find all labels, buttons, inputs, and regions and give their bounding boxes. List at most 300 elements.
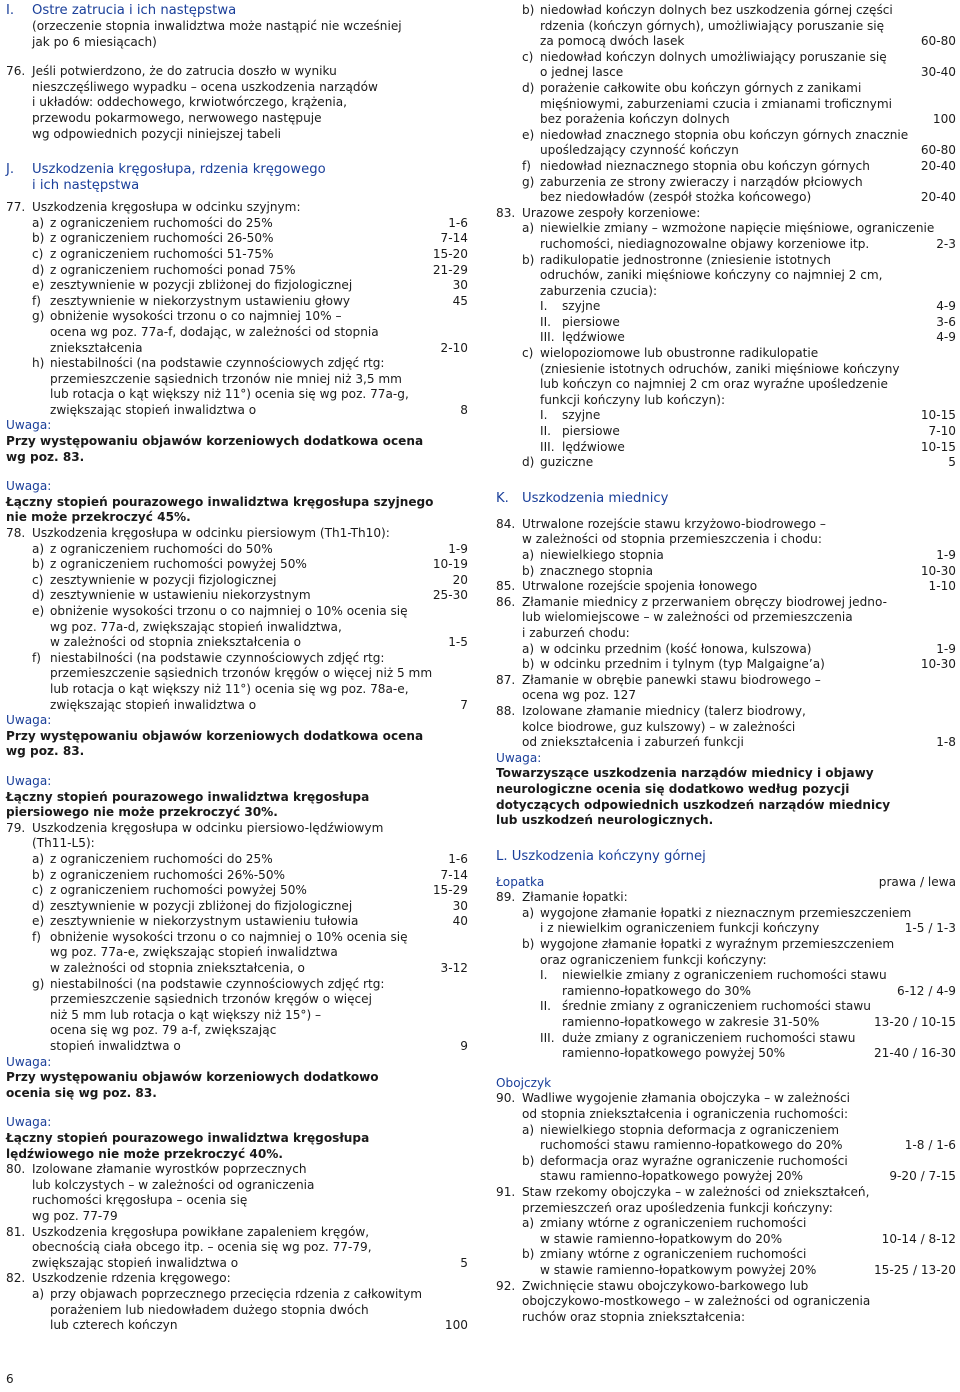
text-left-p77-items-4-l: e): [32, 278, 45, 293]
text-left-p78-items-2-v: 20: [452, 572, 468, 587]
text-left-p78-f-l3: lub rotacja o kąt większy niż 11°) ocenia się wg poz. 78a-e,: [50, 681, 409, 696]
text-right-secK-letter: K.: [496, 490, 509, 506]
text-left-p79-note2_2: lędźwiowego nie może przekroczyć 40%.: [6, 1146, 283, 1161]
text-right-p89-b_items-0-l2: ramienno-łopatkowego do 30%: [562, 983, 751, 998]
text-left-p77-head: Uszkodzenia kręgosłupa w odcinku szyjnym:: [32, 200, 301, 215]
text-left-p82-a-l1: przy objawach poprzecznego przecięcia rdzenia z całkowitym: [50, 1286, 423, 1301]
text-right-p83-b_items-2-v: 4-9: [936, 330, 956, 345]
text-left-p78-items-1-v: 10-19: [432, 557, 468, 572]
text-left-p81-v: 5: [460, 1255, 468, 1270]
text-left-p77-n: 77.: [6, 200, 26, 215]
text-left-p79-items-1-t: z ograniczeniem ruchomości 26%-50%: [50, 867, 286, 882]
text-right-p82cont-2-lines-0: porażenie całkowite obu kończyn górnych z zanikami: [540, 80, 862, 95]
text-right-p82cont-1-l: c): [522, 49, 534, 64]
text-left-p79-items-1-v: 7-14: [440, 867, 468, 882]
text-left-p77-h-v: 8: [460, 402, 468, 417]
text-right-p88-l1: Izolowane złamanie miednicy (talerz biodrowy,: [522, 703, 806, 718]
text-left-p78-f-l2: przemieszczenie sąsiednich trzonów kręgów o więcej niż 5 mm: [50, 666, 433, 681]
text-left-p79-note2_1: Łączny stopień pourazowego inwalidztwa kręgosłupa: [6, 1131, 370, 1145]
text-right-p84-l2: w zależności od stopnia przemieszczenia i chodu:: [522, 532, 822, 547]
item-90: [496, 1091, 956, 1185]
text-left-p76-l1: Jeśli potwierdzono, że do zatrucia doszło w wyniku: [32, 64, 337, 79]
text-right-p88-l3: od zniekształcenia i zaburzeń funkcji: [522, 735, 744, 750]
text-right-p91-n: 91.: [496, 1184, 516, 1199]
text-left-p81-l1: Uszkodzenia kręgosłupa powikłane zapaleniem kręgów,: [32, 1224, 370, 1239]
text-left-p80-n: 80.: [6, 1162, 26, 1177]
text-right-p82cont-4-l: f): [522, 158, 531, 173]
text-left-p81-l2: obecnością ciała obcego itp. – ocenia się wg poz. 77-79,: [32, 1240, 372, 1255]
text-right-p89-b_items-2-l: III.: [540, 1030, 555, 1045]
text-left-p79-f-l2: wg poz. 77a-e, zwiększając stopień inwalidztwa: [50, 945, 338, 960]
text-right-p90-b-l2: stawu ramienno-łopatkowego powyżej 20%: [540, 1169, 804, 1184]
text-left-p78-f-v: 7: [460, 697, 468, 712]
text-right-p90-b-l1: deformacja oraz wyraźne ograniczenie ruchomości: [540, 1153, 848, 1168]
text-right-p83-c_items-1-t: piersiowe: [562, 424, 620, 439]
text-right-p82cont-5-v: 20-40: [920, 190, 956, 205]
text-left-p77-items-5-v: 45: [452, 293, 468, 308]
text-right-p86-items-0-l: a): [522, 641, 535, 656]
text-left-p78-items-0-t: z ograniczeniem ruchomości do 50%: [50, 541, 273, 556]
text-right-p83-b_items-2-l: III.: [540, 330, 555, 345]
text-right-p83-b_items-1-l: II.: [540, 314, 551, 329]
text-left-p79-g-l3: niż 5 mm lub rotacja o kąt większy niż 15°) –: [50, 1007, 322, 1022]
note-label: Uwaga:: [6, 479, 52, 494]
text-right-p83-b-l1: radikulopatie jednostronne (zniesienie istotnych: [540, 252, 831, 267]
text-right-p84-items-0-l: a): [522, 548, 535, 562]
section-i-note-1: (orzeczenie stopnia inwalidztwa może nastąpić nie wcześniej: [32, 19, 402, 33]
text-right-p82cont-2-lines-1: mięśniowymi, zaburzeniami czucia i zmianami troficznymi: [540, 96, 892, 111]
text-left-p76-n: 76.: [6, 64, 26, 79]
text-right-p90-l1: Wadliwe wygojenie złamania obojczyka – w zależności: [522, 1091, 851, 1106]
text-right-p84-items-0-v: 1-9: [936, 548, 956, 562]
item-78: [6, 526, 468, 821]
item-85: [496, 579, 956, 595]
text-left-p79-items-4-t: zesztywnienie w niekorzystnym ustawieniu tułowia: [50, 914, 359, 929]
section-l-heading: [496, 849, 956, 865]
text-right-p91-l1: Staw rzekomy obojczyka – w zależności od zniekształceń,: [522, 1184, 870, 1199]
text-right-p90-l2: od stopnia zniekształcenia i ograniczenia ruchomości:: [522, 1107, 849, 1121]
text-left-p79-items-0-l: a): [32, 851, 45, 866]
text-right-lopatka-label: Łopatka: [496, 874, 545, 889]
text-right-p89-a-l1: wygojone złamanie łopatki z nieznacznym przemieszczeniem: [540, 905, 912, 920]
text-left-p77-items-1-t: z ograniczeniem ruchomości 26-50%: [50, 231, 274, 246]
text-left-secJ-l1: Uszkodzenia kręgosłupa, rdzenia kręgowego: [32, 162, 326, 178]
text-left-p79-items-1-l: b): [32, 867, 45, 882]
text-right-p83-d-v: 5: [948, 455, 956, 470]
text-left-p80-l1: Izolowane złamanie wyrostków poprzecznych: [32, 1162, 307, 1177]
text-left-p77-items-1-l: b): [32, 231, 45, 246]
text-right-p89-a-l: a): [522, 905, 535, 920]
text-left-p78-e-l: e): [32, 604, 45, 618]
item-76: [6, 64, 468, 142]
text-right-p83-c_items-1-l: II.: [540, 424, 551, 439]
text-right-p86-l1: Złamanie miednicy z przerwaniem obręczy biodrowej jedno-: [522, 594, 887, 609]
text-right-secK-title: Uszkodzenia miednicy: [522, 490, 669, 506]
text-right-p83-c_items-0-v: 10-15: [920, 408, 956, 423]
clavicle-header: Obojczyk: [496, 1075, 552, 1090]
item-86: [496, 595, 956, 673]
text-left-p77-items-0-l: a): [32, 215, 45, 230]
text-left-p77-items-1-v: 7-14: [440, 231, 468, 246]
left-column: [6, 3, 468, 1334]
text-left-p79-items-0-v: 1-6: [448, 851, 468, 866]
text-left-p77-items-4-t: zesztywnienie w pozycji zbliżonej do fizjologicznej: [50, 278, 353, 293]
text-right-p86-items-1-l: b): [522, 657, 535, 672]
text-right-p89-b_items-2-l2: ramienno-łopatkowego powyżej 50%: [562, 1046, 786, 1061]
text-right-p82cont-2-v: 100: [932, 112, 956, 127]
text-right-lopatka-side: prawa / lewa: [878, 874, 956, 889]
text-right-p82cont-5-lines-0: zaburzenia ze strony zwieraczy i narządów płciowych: [540, 174, 863, 189]
text-left-p77-note2_2: nie może przekroczyć 45%.: [6, 510, 191, 525]
text-right-p87-n: 87.: [496, 672, 516, 687]
text-right-p90-n: 90.: [496, 1091, 516, 1106]
text-right-p85-v: 1-10: [928, 579, 956, 594]
text-right-p89-b-l1: wygojone złamanie łopatki z wyraźnym przemieszczeniem: [540, 937, 895, 952]
text-right-p82cont-1-lines-1: o jednej lasce: [540, 65, 624, 80]
text-right-p83-b-l2: odruchów, zaniki mięśniowe kończyny co najmniej 2 cm,: [540, 268, 883, 283]
text-right-p92-l3: ruchów oraz stopnia zniekształcenia:: [522, 1309, 746, 1324]
text-right-p82cont-1-lines-0: niedowład kończyn dolnych umożliwiający poruszanie się: [540, 49, 887, 64]
text-left-p78-note2_2: piersiowego nie może przekroczyć 30%.: [6, 805, 278, 820]
text-right-noteK-label: Uwaga:: [496, 750, 542, 765]
text-left-p78-note2_1: Łączny stopień pourazowego inwalidztwa kręgosłupa: [6, 789, 370, 804]
text-left-p79-items-0-t: z ograniczeniem ruchomości do 25%: [50, 851, 273, 866]
text-right-p82cont-5-lines-1: bez niedowładów (zespół stożka końcowego): [540, 190, 812, 205]
text-right-p83-c-l2: (zniesienie istotnych odruchów, zaniki mięśniowe kończyny: [540, 361, 900, 376]
text-right-p86-items-0-v: 1-9: [936, 641, 956, 656]
text-left-p79-f-l1: obniżenie wysokości trzonu o co najmniej o 10% ocenia się: [50, 929, 408, 944]
text-right-p82cont-5-l: g): [522, 174, 535, 189]
text-left-p77-h-l4: zwiększając stopień inwalidztwa o: [50, 402, 257, 417]
text-left-p78-note1: Przy występowaniu objawów korzeniowych dodatkowa ocena: [6, 728, 424, 743]
section-i-note-2: jak po 6 miesiącach): [32, 34, 157, 49]
text-left-p76-l2: nieszczęśliwego wypadku – ocena uszkodzenia narządów: [32, 79, 378, 94]
text-right-p83-b-l3: zaburzenia czucia):: [540, 283, 658, 298]
text-left-p79-head1: Uszkodzenia kręgosłupa w odcinku piersiowo-lędźwiowym: [32, 820, 384, 835]
text-left-p82-head: Uszkodzenie rdzenia kręgowego:: [32, 1271, 231, 1286]
text-left-p78-items-3-l: d): [32, 588, 45, 603]
text-left-p77-items-5-t: zesztywnienie w niekorzystnym ustawieniu głowy: [50, 293, 351, 308]
text-right-p83-c_items-2-l: III.: [540, 439, 555, 454]
text-left-p77-h-l2: przemieszczenie sąsiednich trzonów nie mniej niż 3,5 mm: [50, 371, 402, 386]
text-left-p76-l5: wg odpowiednich pozycji niniejszej tabeli: [32, 126, 282, 141]
note-label: Uwaga:: [6, 1115, 52, 1130]
text-right-p87-l1: Złamanie w obrębie panewki stawu biodrowego –: [522, 672, 821, 687]
text-left-p77-items-2-l: c): [32, 246, 44, 261]
text-left-p77-h-l: h): [32, 356, 45, 371]
text-left-p78-items-0-v: 1-9: [448, 541, 468, 556]
text-left-p77-g-v: 2-10: [440, 340, 468, 355]
text-right-p89-b_items-2-l1: duże zmiany z ograniczeniem ruchomości stawu: [562, 1030, 856, 1045]
text-left-p78-e-l3: w zależności od stopnia zniekształcenia o: [50, 635, 302, 650]
text-right-p89-a-l2: i z niewielkim ograniczeniem funkcji kończyny: [540, 921, 820, 936]
text-left-p78-items-1-t: z ograniczeniem ruchomości powyżej 50%: [50, 557, 307, 572]
text-left-secI-letter: I.: [6, 3, 15, 18]
text-left-p78-f-l1: niestabilności (na podstawie czynnościowych zdjęć rtg:: [50, 650, 385, 665]
text-right-p82cont-4-lines-0: niedowład nieznacznego stopnia obu kończyn górnych: [540, 158, 870, 173]
text-right-p82cont-3-v: 60-80: [920, 143, 956, 158]
text-left-secJ-l2: i ich następstwa: [32, 178, 140, 194]
text-left-p79-n: 79.: [6, 820, 26, 835]
text-left-p77-g-l2: ocena wg poz. 77a-f, dodając, w zależności od stopnia: [50, 324, 379, 339]
text-left-p78-items-3-t: zesztywnienie w ustawieniu niekorzystnym: [50, 588, 311, 603]
text-right-p89-b_items-1-l: II.: [540, 999, 551, 1014]
text-left-p78-e-l1: obniżenie wysokości trzonu o co najmniej o 10% ocenia się: [50, 604, 408, 618]
text-right-p91-b-v: 15-25 / 13-20: [873, 1262, 956, 1277]
text-left-p76-l3: i układów: oddechowego, krwiotwórczego, krążenia,: [32, 95, 347, 110]
text-left-p82-a-l: a): [32, 1286, 45, 1301]
text-right-p91-a-l1: zmiany wtórne z ograniczeniem ruchomości: [540, 1216, 807, 1231]
text-right-p90-a-l: a): [522, 1122, 535, 1137]
text-left-p78-note2: wg poz. 83.: [6, 744, 85, 759]
item-87: [496, 673, 956, 704]
text-right-p89-b-l2: oraz ograniczeniem funkcji kończyny:: [540, 952, 767, 967]
item-92: [496, 1279, 956, 1326]
text-right-p89-b_items-1-v: 13-20 / 10-15: [873, 1015, 956, 1030]
text-left-p77-items-0-v: 1-6: [448, 215, 468, 230]
text-right-p83-c-l: c): [522, 346, 534, 361]
text-right-p91-a-l2: w stawie ramienno-łopatkowym do 20%: [540, 1231, 783, 1246]
text-left-p79-g-l: g): [32, 976, 45, 991]
text-right-p84-items-1-l: b): [522, 563, 535, 578]
text-right-p83-b_items-1-v: 3-6: [936, 314, 956, 329]
text-right-p90-a-l1: niewielkiego stopnia deformacja z ograniczeniem: [540, 1122, 839, 1137]
text-left-secJ-letter: J.: [6, 162, 15, 178]
text-right-p91-l2: przemieszczeń oraz upośledzenia funkcji kończyny:: [522, 1200, 833, 1215]
text-right-p90-b-l: b): [522, 1153, 535, 1168]
text-right-p83-a-v: 2-3: [936, 236, 956, 251]
text-right-p84-items-0-t: niewielkiego stopnia: [540, 548, 664, 562]
text-left-p79-g-l4: ocena się wg poz. 79 a-f, zwiększając: [50, 1023, 277, 1038]
text-right-p84-items-1-v: 10-30: [920, 563, 956, 578]
text-left-p78-items-2-l: c): [32, 572, 44, 587]
text-right-secL-letter: L.: [496, 848, 508, 864]
text-right-p83-c_items-0-l: I.: [540, 408, 548, 423]
text-left-p77-g-l3: zniekształcenia: [50, 340, 143, 355]
text-right-p84-n: 84.: [496, 516, 516, 531]
text-right-p89-b_items-0-l1: niewielkie zmiany z ograniczeniem ruchomości stawu: [562, 968, 887, 983]
text-left-p77-items-0-t: z ograniczeniem ruchomości do 25%: [50, 215, 273, 230]
text-left-p79-f-l3: w zależności od stopnia zniekształcenia, o: [50, 961, 305, 976]
text-left-p79-head2: (Th11-L5):: [32, 836, 95, 851]
text-left-p78-items-3-v: 25-30: [432, 588, 468, 603]
text-left-p77-items-2-v: 15-20: [432, 246, 468, 261]
text-right-p92-l2: obojczykowo-mostkowego – w zależności od ograniczenia: [522, 1294, 871, 1309]
text-left-p77-items-2-t: z ograniczeniem ruchomości 51-75%: [50, 246, 274, 261]
text-right-p83-c_items-2-v: 10-15: [920, 439, 956, 454]
text-right-secL-title: Uszkodzenia kończyny górnej: [511, 848, 706, 864]
text-right-p83-n: 83.: [496, 205, 516, 220]
text-left-p79-note1: Przy występowaniu objawów korzeniowych dodatkowo: [6, 1070, 379, 1085]
item-80: [6, 1162, 468, 1224]
text-right-p83-b_items-1-t: piersiowe: [562, 314, 620, 329]
text-right-p83-a-l: a): [522, 221, 535, 236]
text-right-p83-b_items-0-l: I.: [540, 299, 548, 314]
text-right-p82cont-0-l: b): [522, 3, 535, 17]
section-k-heading: [496, 491, 956, 507]
item-82: [6, 1271, 468, 1333]
text-left-p76-l4: przewodu pokarmowego, nerwowego następuje: [32, 110, 322, 125]
text-right-noteK-l1: Towarzyszące uszkodzenia narządów miednicy i objawy: [496, 766, 874, 781]
text-right-p83-b_items-2-t: lędźwiowe: [562, 330, 625, 345]
text-right-p91-b-l2: w stawie ramienno-łopatkowym powyżej 20%: [540, 1262, 817, 1277]
text-left-p77-note2: wg poz. 83.: [6, 449, 85, 464]
note-label: Uwaga:: [6, 773, 52, 788]
text-left-p81-n: 81.: [6, 1224, 26, 1239]
text-left-p77-g-l1: obniżenie wysokości trzonu o co najmniej 10% –: [50, 309, 342, 324]
text-left-p79-items-4-l: e): [32, 914, 45, 929]
text-right-p89-head: Złamanie łopatki:: [522, 890, 628, 905]
note-pelvis: [496, 751, 956, 829]
scapula-header: [496, 875, 956, 891]
item-88: [496, 704, 956, 751]
text-right-p89-b_items-2-v: 21-40 / 16-30: [873, 1046, 956, 1061]
text-right-p85-n: 85.: [496, 579, 516, 594]
note-label: Uwaga:: [6, 418, 52, 433]
text-left-p79-items-4-v: 40: [452, 914, 468, 929]
text-right-p83-d-t: guziczne: [540, 455, 594, 470]
text-left-p78-n: 78.: [6, 526, 26, 541]
text-right-p82cont-3-lines-0: niedowład znacznego stopnia obu kończyn górnych znacznie: [540, 127, 909, 142]
text-left-p79-g-v: 9: [460, 1039, 468, 1054]
text-left-p77-items-5-l: f): [32, 293, 41, 308]
text-right-p82cont-2-lines-2: bez porażenia kończyn dolnych: [540, 112, 730, 127]
text-right-p91-a-l: a): [522, 1216, 535, 1231]
text-left-p79-note2: ocenia się wg poz. 83.: [6, 1085, 157, 1100]
right-column: [496, 3, 956, 1325]
text-right-p83-head: Urazowe zespoły korzeniowe:: [522, 205, 701, 220]
text-left-p79-f-l: f): [32, 929, 41, 944]
text-left-p82-a-l3: lub czterech kończyn: [50, 1318, 178, 1333]
text-left-p77-note1: Przy występowaniu objawów korzeniowych dodatkowa ocena: [6, 434, 424, 449]
text-right-p91-b-l: b): [522, 1247, 535, 1262]
text-left-p78-e-v: 1-5: [448, 635, 468, 650]
text-right-p82cont-0-lines-2: za pomocą dwóch lasek: [540, 34, 685, 49]
text-right-p89-b_items-0-v: 6-12 / 4-9: [897, 983, 956, 998]
text-left-p78-f-l: f): [32, 650, 41, 665]
text-left-p77-g-l: g): [32, 309, 45, 324]
text-right-p87-l2: ocena wg poz. 127: [522, 688, 637, 703]
text-right-p88-v: 1-8: [936, 735, 956, 750]
text-left-p79-items-3-t: zesztywnienie w pozycji zbliżonej do fizjologicznej: [50, 898, 353, 913]
text-right-p90-b-v: 9-20 / 7-15: [889, 1169, 956, 1184]
text-right-noteK-l2: neurologiczne ocenia się dodatkowo według pozycji: [496, 781, 850, 796]
text-right-p89-n: 89.: [496, 890, 516, 905]
text-right-p83-b_items-0-t: szyjne: [562, 299, 601, 314]
text-right-p83-c-l1: wielopoziomowe lub obustronne radikulopatie: [540, 346, 819, 361]
text-left-p77-h-l3: lub rotacja o kąt większy niż 11°) ocenia się wg poz. 77a-g,: [50, 387, 409, 402]
text-right-p86-items-0-t: w odcinku przednim (kość łonowa, kulszowa): [540, 641, 812, 656]
text-left-p78-e-l2: wg poz. 77a-d, zwiększając stopień inwalidztwa,: [50, 619, 342, 634]
text-right-p90-a-l2: ruchomości stawu ramienno-łopatkowego do 20%: [540, 1138, 843, 1153]
text-right-noteK-l4: lub uszkodzeń neurologicznych.: [496, 813, 714, 828]
text-left-p82-a-v: 100: [444, 1318, 468, 1333]
text-right-p82cont-0-lines-0: niedowład kończyn dolnych bez uszkodzenia górnej części: [540, 3, 893, 17]
text-right-p83-b-l: b): [522, 252, 535, 267]
text-right-p84-l1: Utrwalone rozejście stawu krzyżowo-biodrowego –: [522, 516, 826, 531]
text-right-p88-l2: kolce biodrowe, guz kulszowy) – w zależności: [522, 719, 796, 734]
text-left-p81-l3: zwiększając stopień inwalidztwa o: [32, 1255, 239, 1270]
text-left-p78-f-l4: zwiększając stopień inwalidztwa o: [50, 697, 257, 712]
page-number: 6: [6, 1372, 14, 1386]
text-right-p83-c_items-2-t: lędźwiowe: [562, 439, 625, 454]
text-right-p82cont-3-l: e): [522, 127, 535, 142]
text-right-p85-t: Utrwalone rozejście spojenia łonowego: [522, 579, 758, 594]
text-right-p83-a-l2: ruchomości, niediagnozowalne objawy korzeniowe itp.: [540, 236, 870, 251]
text-left-p78-items-0-l: a): [32, 541, 45, 556]
text-left-p80-l2: lub kolczystych – w zależności od ograniczenia: [32, 1177, 315, 1192]
text-right-p92-l1: Zwichnięcie stawu obojczykowo-barkowego lub: [522, 1278, 809, 1293]
text-right-p86-n: 86.: [496, 594, 516, 609]
text-right-p82cont-3-lines-1: upośledzający czynność kończyn: [540, 143, 739, 158]
text-left-p80-l4: wg poz. 77-79: [32, 1208, 118, 1223]
item-79: [6, 821, 468, 1162]
text-left-p79-g-l2: przemieszczenie sąsiednich trzonów kręgów o więcej: [50, 992, 372, 1007]
text-right-p83-c_items-1-v: 7-10: [928, 424, 956, 439]
text-left-p79-items-2-v: 15-29: [432, 883, 468, 898]
section-i-heading: [6, 3, 468, 19]
text-left-p80-l3: ruchomości kręgosłupa – ocenia się: [32, 1193, 248, 1208]
item-84: [496, 517, 956, 579]
text-right-p88-n: 88.: [496, 703, 516, 718]
item-77: [6, 200, 468, 526]
item-82-continued: [496, 3, 956, 206]
text-left-secI-title: Ostre zatrucia i ich następstwa: [32, 3, 237, 18]
text-right-p86-items-1-v: 10-30: [920, 657, 956, 672]
text-right-p92-n: 92.: [496, 1278, 516, 1293]
text-right-p83-c-l3: lub kończyn co najmniej 2 cm oraz wyraźne upośledzenie: [540, 377, 888, 392]
text-right-p91-a-v: 10-14 / 8-12: [881, 1231, 956, 1246]
text-right-p84-items-1-t: znacznego stopnia: [540, 563, 654, 578]
item-83: [496, 206, 956, 471]
text-right-p83-c_items-0-t: szyjne: [562, 408, 601, 423]
text-left-p79-g-l1: niestabilności (na podstawie czynnościowych zdjęć rtg:: [50, 976, 385, 991]
text-right-p90-a-v: 1-8 / 1-6: [904, 1138, 956, 1153]
text-right-p89-b-l: b): [522, 937, 535, 952]
text-left-p79-f-v: 3-12: [440, 961, 468, 976]
text-right-p89-a-v: 1-5 / 1-3: [904, 921, 956, 936]
text-right-p83-b_items-0-v: 4-9: [936, 299, 956, 314]
item-81: [6, 1225, 468, 1272]
text-right-p82cont-0-lines-1: rdzenia (kończyn górnych), umożliwiający poruszanie się: [540, 18, 885, 33]
text-right-p89-b_items-1-l1: średnie zmiany z ograniczeniem ruchomości stawu: [562, 999, 871, 1014]
text-left-p78-head: Uszkodzenia kręgosłupa w odcinku piersiowym (Th1-Th10):: [32, 526, 390, 541]
text-right-noteK-l3: dotyczących odpowiednich uszkodzeń narządów miednicy: [496, 797, 891, 812]
text-right-p83-a-l1: niewielkie zmiany – wzmożone napięcie mięśniowe, ograniczenie: [540, 221, 935, 236]
text-right-p89-b_items-1-l2: ramienno-łopatkowego w zakresie 31-50%: [562, 1015, 820, 1030]
text-left-p79-items-2-l: c): [32, 883, 44, 898]
text-right-p83-c-l4: funkcji kończyny lub kończyn):: [540, 392, 726, 407]
text-right-p82cont-1-v: 30-40: [920, 65, 956, 80]
text-left-p79-g-l5: stopień inwalidztwa o: [50, 1039, 181, 1054]
item-91: [496, 1185, 956, 1279]
note-label: Uwaga:: [6, 1054, 52, 1069]
text-left-p79-items-3-l: d): [32, 898, 45, 913]
text-left-p79-items-2-t: z ograniczeniem ruchomości powyżej 50%: [50, 883, 307, 898]
section-j-heading: [6, 162, 468, 194]
text-left-p78-items-1-l: b): [32, 557, 45, 572]
text-right-p82cont-4-v: 20-40: [920, 158, 956, 173]
text-left-p77-note2_1: Łączny stopień pourazowego inwalidztwa kręgosłupa szyjnego: [6, 494, 434, 509]
text-left-p77-items-3-v: 21-29: [432, 262, 468, 277]
text-right-p82cont-0-v: 60-80: [920, 34, 956, 49]
text-right-p82cont-2-l: d): [522, 80, 535, 95]
text-right-p86-l3: i zaburzeń chodu:: [522, 625, 630, 640]
text-left-p77-h-l1: niestabilności (na podstawie czynnościowych zdjęć rtg:: [50, 356, 385, 371]
item-89: [496, 890, 956, 1062]
text-right-p89-b_items-0-l: I.: [540, 968, 548, 983]
text-right-p83-d-l: d): [522, 455, 535, 470]
